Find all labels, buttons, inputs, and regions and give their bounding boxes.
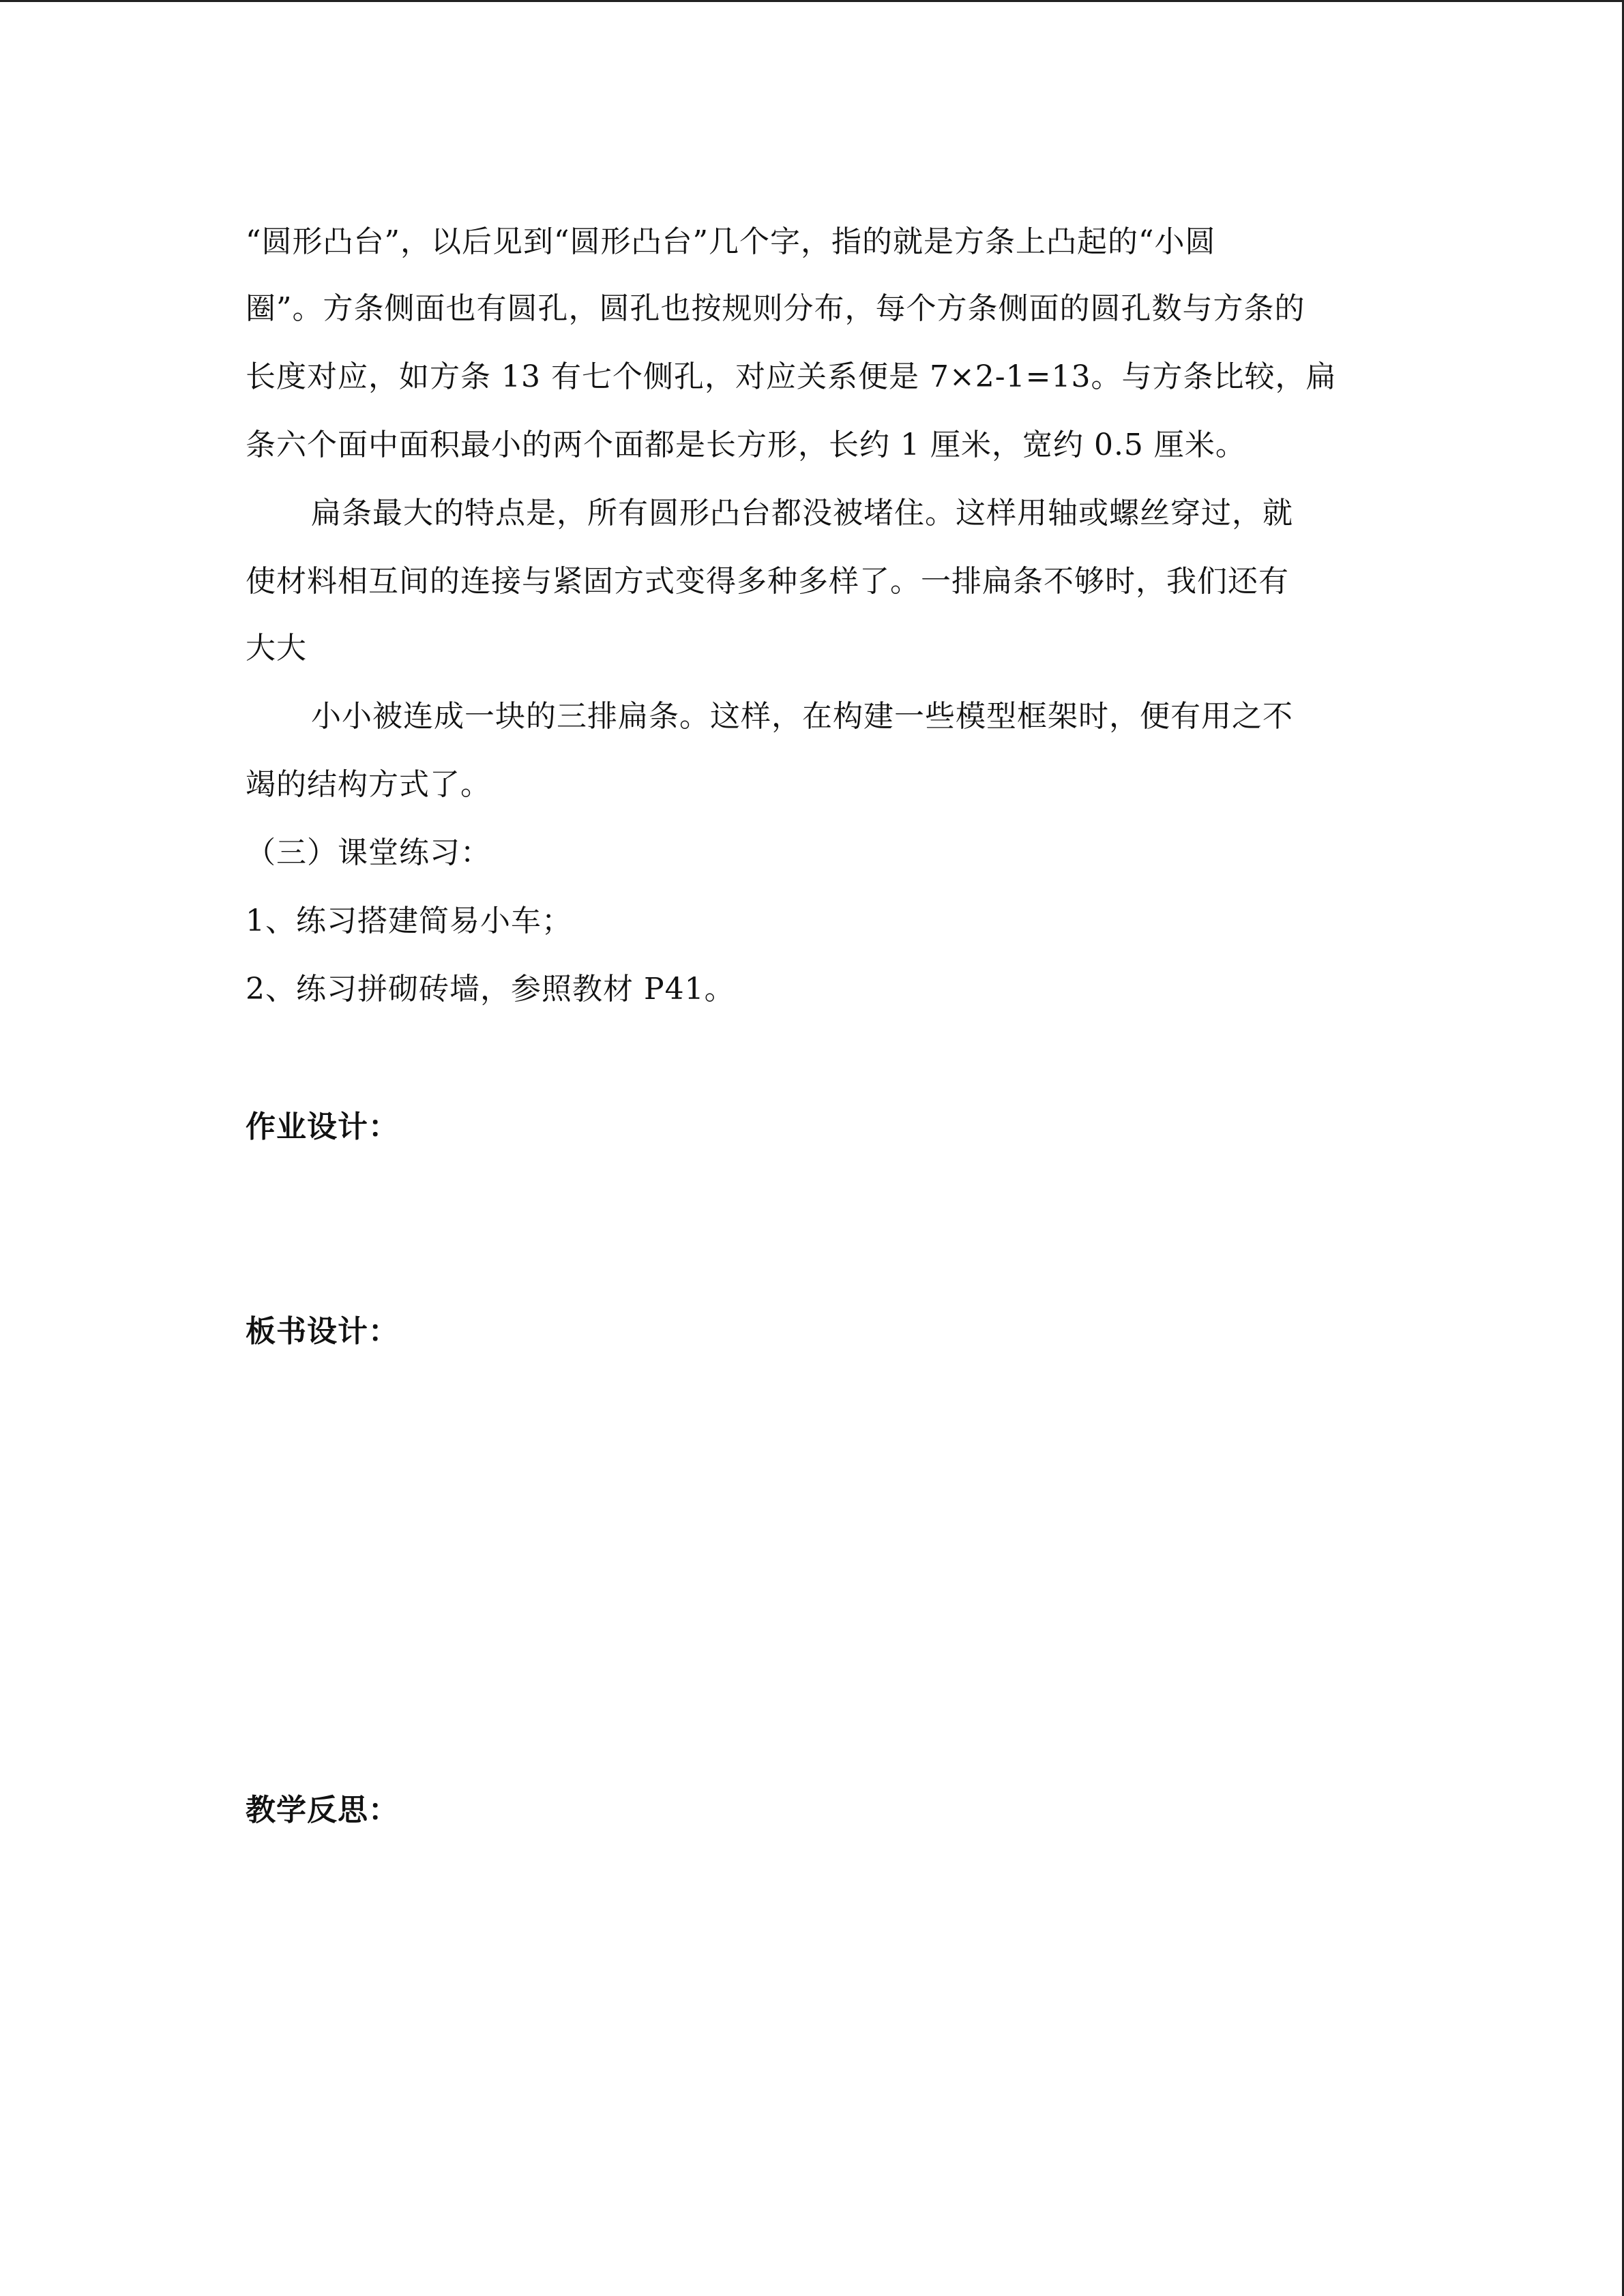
section-exercise-title: （三）课堂练习： [246,835,491,870]
exercise-item-1: 1、练习搭建简易小车； [246,904,572,938]
body-line-8: 小小被连成一块的三排扁条。这样，在构建一些模型框架时，便有用之不 [311,699,1293,734]
heading-board-design: 板书设计： [246,1314,399,1349]
exercise-item-2: 2、练习拼砌砖墙，参照教材 P41。 [246,972,735,1007]
body-line-2: 圈”。方条侧面也有圆孔，圆孔也按规则分布，每个方条侧面的圆孔数与方条的 [246,291,1305,326]
body-line-1: “圆形凸台”，以后见到“圆形凸台”几个字，指的就是方条上凸起的“小圆 [246,224,1216,259]
body-line-7: 大大 [246,631,307,666]
body-line-3: 长度对应，如方条 13 有七个侧孔，对应关系便是 7×2-1=13。与方条比较，扁 [246,359,1337,394]
body-line-9: 竭的结构方式了。 [246,767,491,802]
heading-homework: 作业设计： [246,1109,399,1144]
body-line-6: 使材料相互间的连接与紧固方式变得多种多样了。一排扁条不够时，我们还有 [246,564,1289,599]
body-line-5: 扁条最大的特点是，所有圆形凸台都没被堵住。这样用轴或螺丝穿过，就 [311,496,1293,531]
body-line-4: 条六个面中面积最小的两个面都是长方形，长约 1 厘米，宽约 0.5 厘米。 [246,428,1246,462]
heading-teaching-reflection: 教学反思： [246,1793,399,1828]
